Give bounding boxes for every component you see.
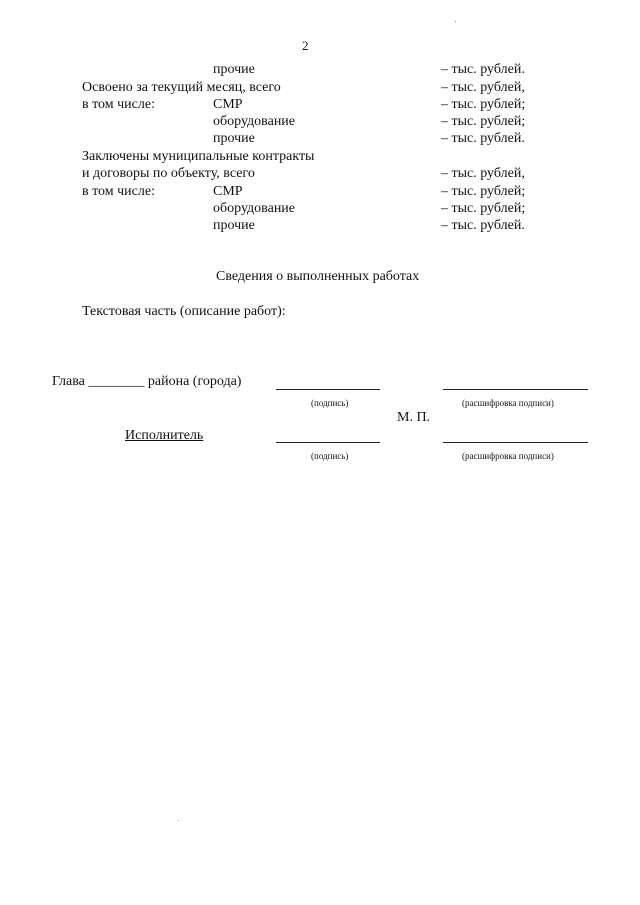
executor-signature-line xyxy=(276,442,380,443)
seal-mark: М. П. xyxy=(397,410,431,425)
row-left: Освоено за текущий месяц, всего xyxy=(82,80,281,95)
row-mid: оборудование xyxy=(213,114,296,129)
head-label: Глава ________ района (города) xyxy=(52,374,242,389)
row-right: – тыс. рублей, xyxy=(441,166,525,181)
row-right: – тыс. рублей; xyxy=(441,97,526,112)
head-decoding-caption: (расшифровка подписи) xyxy=(462,398,554,408)
row-left: и договоры по объекту, всего xyxy=(82,166,255,181)
row-right: – тыс. рублей; xyxy=(441,184,526,199)
executor-label: Исполнитель xyxy=(125,428,204,443)
text-part-label: Текстовая часть (описание работ): xyxy=(82,304,286,319)
executor-decoding-line xyxy=(443,442,588,443)
section-title: Сведения о выполненных работах xyxy=(216,269,420,284)
head-decoding-line xyxy=(443,389,588,390)
executor-signature-caption: (подпись) xyxy=(311,451,349,461)
row-left: Заключены муниципальные контракты xyxy=(82,149,315,164)
row-right: – тыс. рублей; xyxy=(441,114,526,129)
row-left: в том числе: xyxy=(82,184,155,199)
executor-decoding-caption: (расшифровка подписи) xyxy=(462,451,554,461)
row-mid: СМР xyxy=(213,184,243,199)
row-left: в том числе: xyxy=(82,97,155,112)
scan-speck xyxy=(455,21,456,22)
row-mid: оборудование xyxy=(213,201,296,216)
row-right: – тыс. рублей. xyxy=(441,62,525,77)
page-number: 2 xyxy=(302,38,309,53)
row-mid: СМР xyxy=(213,97,243,112)
row-right: – тыс. рублей; xyxy=(441,201,526,216)
row-mid: прочие xyxy=(213,218,255,233)
row-mid: прочие xyxy=(213,131,255,146)
row-right: – тыс. рублей, xyxy=(441,80,525,95)
row-mid: прочие xyxy=(213,62,255,77)
scan-speck xyxy=(178,820,179,821)
head-signature-line xyxy=(276,389,380,390)
row-right: – тыс. рублей. xyxy=(441,218,525,233)
row-right: – тыс. рублей. xyxy=(441,131,525,146)
head-signature-caption: (подпись) xyxy=(311,398,349,408)
